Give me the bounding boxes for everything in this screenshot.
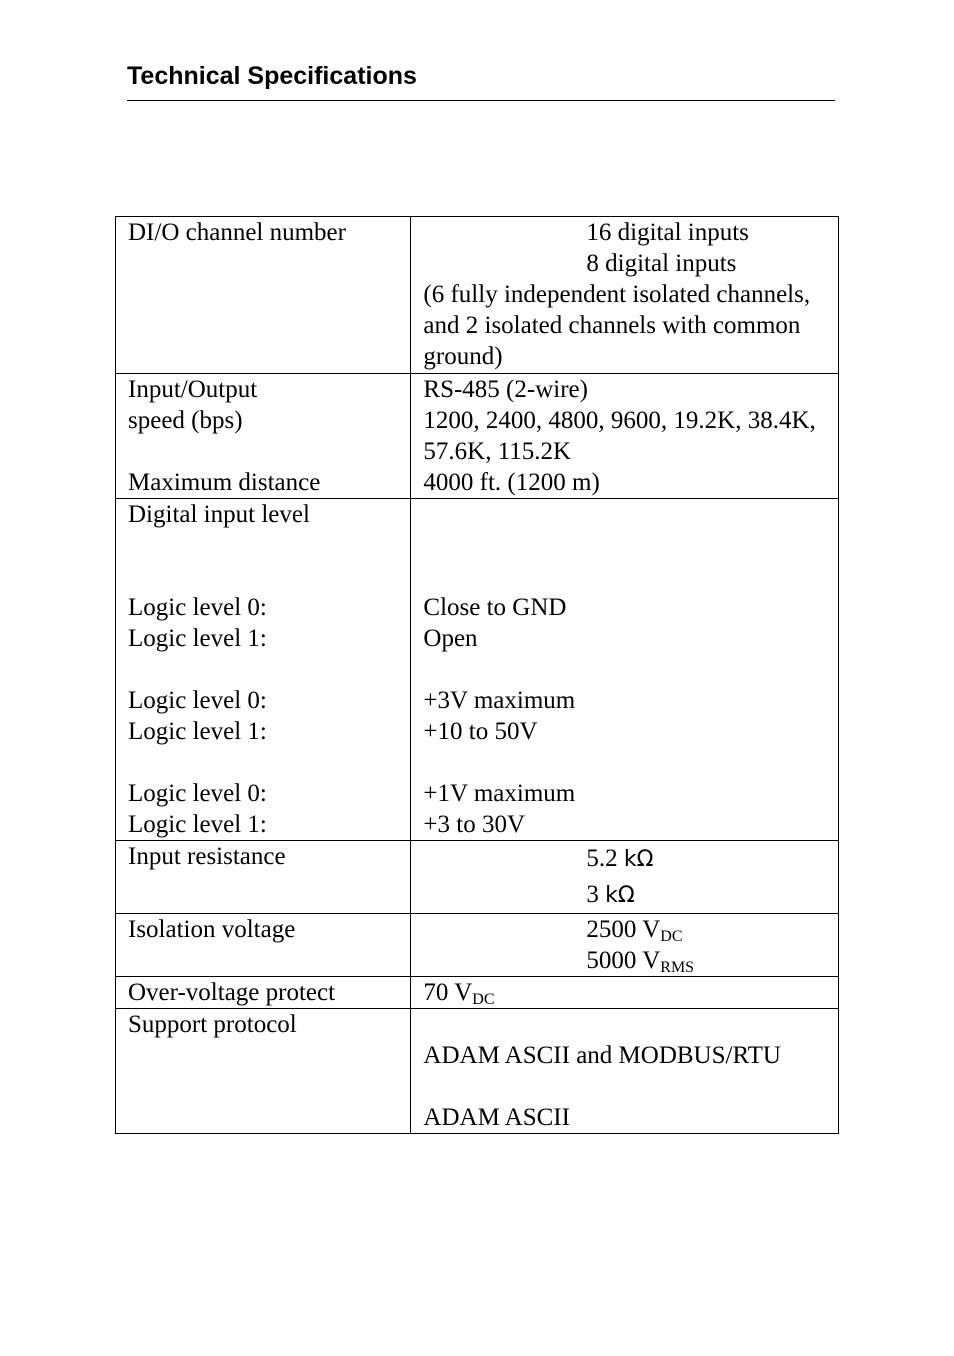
table-row: [116, 374, 839, 499]
resistance-label: Input resistance: [128, 843, 286, 870]
spec-table: [115, 216, 839, 1134]
dry-contact-logic-0: Close to GND: [423, 594, 567, 621]
table-row: [116, 217, 839, 374]
dry-contact-logic-1: Open: [423, 625, 478, 652]
wet-contact-logic-1: +10 to 50V: [423, 718, 538, 745]
table-row: [116, 841, 839, 914]
distance-label: Maximum distance: [128, 469, 321, 496]
resistance-number: 5.2: [586, 845, 624, 872]
spacer: [423, 747, 830, 778]
spacer: [423, 499, 830, 530]
row-label-cell: [116, 841, 411, 914]
table-row: [116, 914, 839, 977]
spacer: [423, 561, 830, 592]
protocol-value: ADAM ASCII and MODBUS/RTU: [423, 1042, 781, 1069]
row-value-cell: [411, 374, 839, 499]
isolation-dc-value: [423, 914, 830, 945]
speed-label: speed (bps): [128, 407, 243, 434]
row-value-cell: [411, 977, 839, 1009]
logic-0-label: Logic level 0:: [128, 687, 267, 714]
spacer: [423, 1071, 830, 1102]
spacer: [423, 654, 830, 685]
spacer: [128, 747, 402, 778]
isolation-rms-value: [423, 945, 830, 976]
isolation-label: Isolation voltage: [128, 916, 296, 943]
dio-inputs-value: 16 digital inputs: [586, 219, 749, 246]
distance-value: 4000 ft. (1200 m): [423, 469, 600, 496]
row-label-cell: [116, 499, 411, 841]
row-value-cell: [411, 1009, 839, 1134]
logic-0-label: Logic level 0:: [128, 594, 267, 621]
wet-contact-logic-0: +3V maximum: [423, 687, 576, 714]
row-label-cell: [116, 1009, 411, 1134]
spacer: [423, 1009, 830, 1040]
table-row: [116, 499, 839, 841]
row-value-cell: [411, 217, 839, 374]
dio-label: DI/O channel number: [128, 219, 346, 246]
protocol-value: ADAM ASCII: [423, 1104, 570, 1131]
kiloohm-unit: kΩ: [623, 847, 654, 872]
row-label-cell: [116, 977, 411, 1009]
logic-1-label: Logic level 1:: [128, 718, 267, 745]
spacer: [128, 654, 402, 685]
interface-value: RS-485 (2-wire): [423, 376, 588, 403]
resistance-value: [423, 877, 830, 913]
spacer: [128, 530, 402, 561]
row-value-cell: [411, 841, 839, 914]
io-label: Input/Output: [128, 376, 258, 403]
low-voltage-logic-0: +1V maximum: [423, 780, 576, 807]
dc-subscript: DC: [472, 991, 495, 1008]
row-value-cell: [411, 914, 839, 977]
table-row: [116, 1009, 839, 1134]
resistance-number: 3: [586, 881, 606, 908]
spacer: [128, 436, 402, 467]
spacer: [128, 561, 402, 592]
row-label-cell: [116, 374, 411, 499]
row-value-cell: [411, 499, 839, 841]
kiloohm-unit: kΩ: [605, 883, 635, 908]
logic-0-label: Logic level 0:: [128, 780, 267, 807]
rms-subscript: RMS: [660, 959, 695, 976]
isolation-rms-number: 5000 V: [586, 947, 661, 974]
page-header-title: Technical Specifications: [127, 62, 417, 90]
overvoltage-value: [423, 977, 830, 1008]
logic-1-label: Logic level 1:: [128, 625, 267, 652]
resistance-value: [423, 841, 830, 877]
speed-value: 1200, 2400, 4800, 9600, 19.2K, 38.4K, 57.6K, 115.2K: [423, 407, 816, 465]
dio-note: (6 fully independent isolated channels, and 2 isolated channels with common ground): [423, 281, 811, 370]
isolation-dc-number: 2500 V: [586, 916, 661, 943]
dio-inputs-value: 8 digital inputs: [586, 250, 737, 277]
overvoltage-label: Over-voltage protect: [128, 979, 336, 1006]
overvoltage-number: 70 V: [423, 979, 473, 1006]
protocol-label: Support protocol: [128, 1011, 297, 1038]
header-divider: [127, 100, 835, 101]
spacer: [423, 530, 830, 561]
table-row: [116, 977, 839, 1009]
logic-1-label: Logic level 1:: [128, 811, 267, 838]
row-label-cell: [116, 217, 411, 374]
row-label-cell: [116, 914, 411, 977]
dc-subscript: DC: [660, 928, 683, 945]
low-voltage-logic-1: +3 to 30V: [423, 811, 526, 838]
digital-input-label: Digital input level: [128, 501, 310, 528]
